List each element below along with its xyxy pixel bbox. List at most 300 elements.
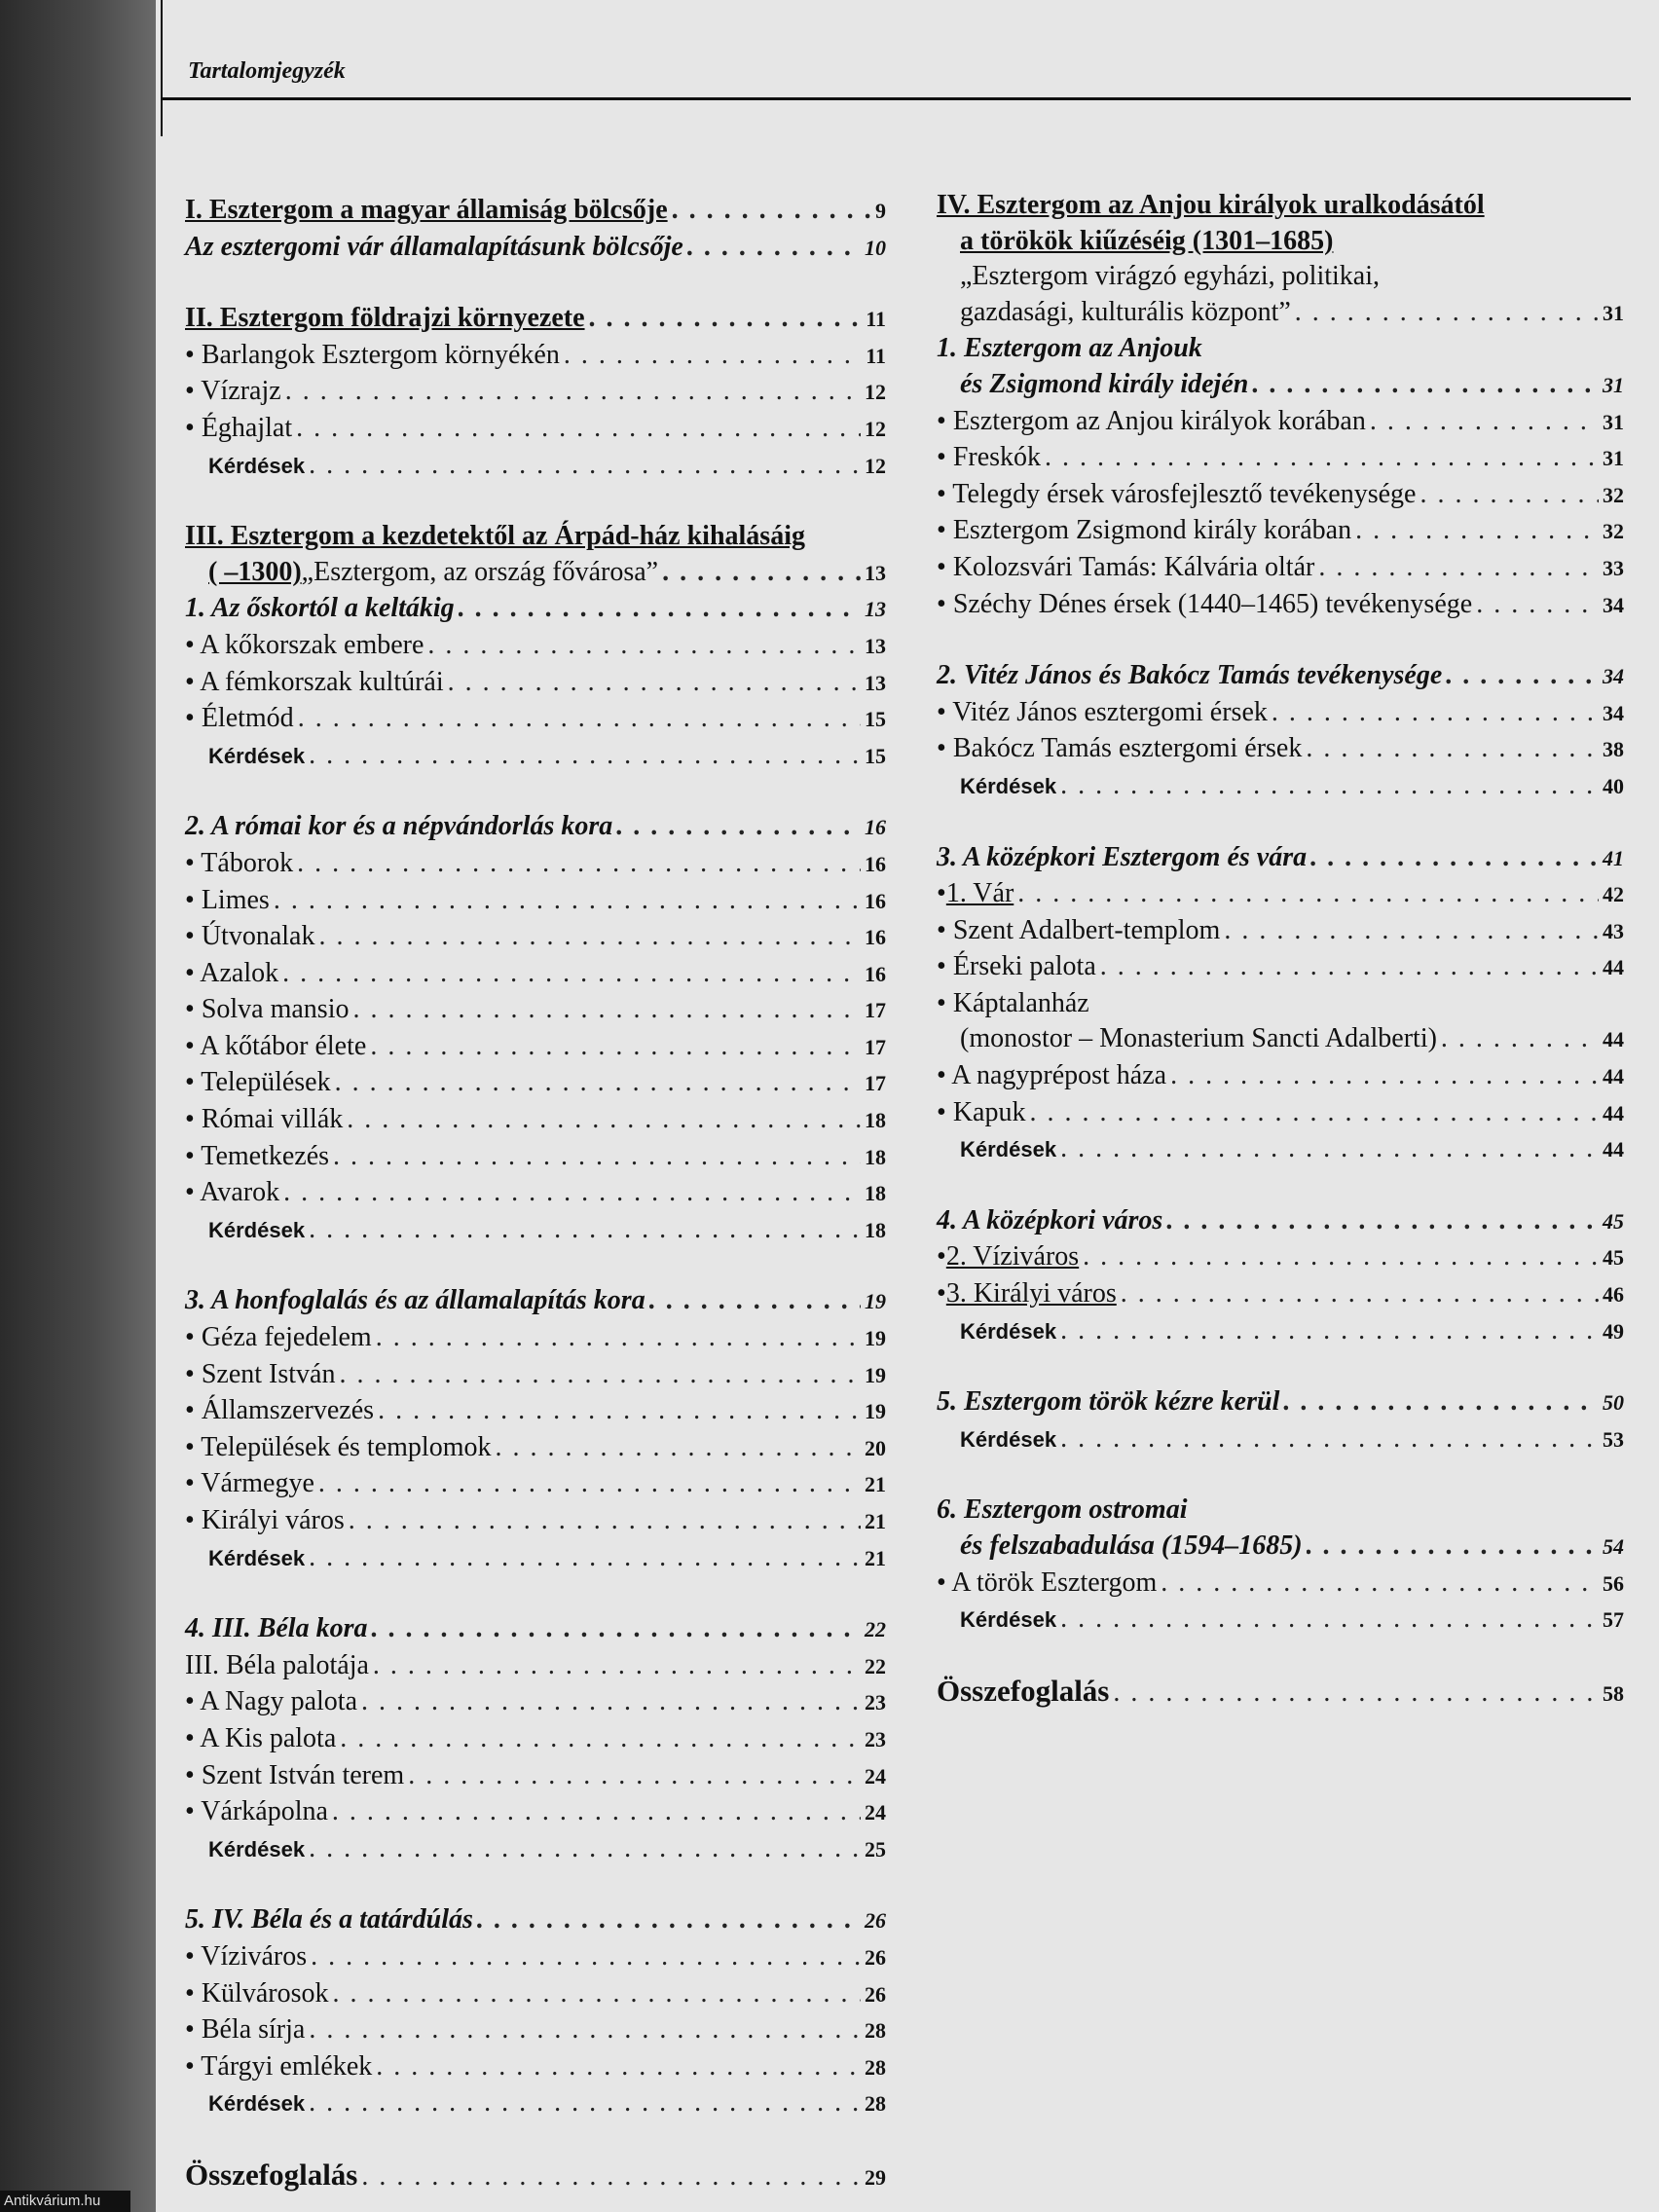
leader-dots (339, 1357, 861, 1393)
page-number: 21 (865, 1472, 886, 1497)
toc-entry (937, 295, 1624, 332)
spacer (937, 805, 1624, 840)
toc-text: Összefoglalás (185, 2157, 358, 2192)
toc-entry (185, 1139, 886, 1176)
toc-entry (937, 1313, 1624, 1350)
toc-text: Kérdések (960, 1426, 1057, 1452)
page-number: 13 (865, 560, 886, 585)
page-number: 28 (865, 2091, 886, 2117)
page-number: 54 (1603, 1534, 1624, 1559)
spacer (185, 774, 886, 809)
toc-entry (185, 1976, 886, 2013)
spacer (185, 2122, 886, 2157)
toc-text: „Esztergom virágzó egyházi, politikai, (960, 261, 1381, 292)
leader-dots (1252, 367, 1599, 403)
toc-text: 4. III. Béla kora (185, 1613, 368, 1644)
toc-text: gazdasági, kulturális központ” (960, 296, 1291, 327)
toc-text: Kérdések (960, 1137, 1057, 1162)
toc-text: • A kőtábor élete (185, 1029, 366, 1065)
toc-text: IV. Esztergom az Anjou királyok uralkodásától (937, 190, 1485, 220)
toc-entry (937, 367, 1624, 404)
toc-entry (185, 1065, 886, 1102)
toc-entry (937, 550, 1624, 587)
bullet: • (937, 1241, 946, 1272)
toc-heading-line (937, 188, 1624, 224)
toc-entry (937, 1566, 1624, 1603)
toc-text: • Kapuk (937, 1095, 1025, 1131)
toc-text: 4. A középkori város (937, 1204, 1163, 1235)
toc-entry (937, 1276, 1624, 1313)
toc-page (156, 0, 1659, 2212)
toc-entry (185, 1430, 886, 1467)
toc-entry (937, 913, 1624, 950)
page-number: 45 (1603, 1245, 1624, 1271)
page-number: 38 (1603, 737, 1624, 762)
toc-entry (185, 1611, 886, 1648)
page-number: 18 (865, 1217, 886, 1242)
page-number: 44 (1603, 955, 1624, 980)
toc-text: Kérdések (208, 1217, 306, 1242)
toc-entry (937, 1239, 1624, 1276)
toc-entry (185, 1648, 886, 1685)
leader-dots (687, 230, 861, 266)
page-number: 50 (1603, 1390, 1624, 1416)
leader-dots (1121, 1276, 1599, 1312)
leader-dots (333, 1139, 861, 1175)
toc-heading-line (937, 331, 1624, 367)
page-number: 45 (1603, 1208, 1624, 1234)
leader-dots (282, 956, 861, 992)
page-number: 28 (865, 2054, 886, 2080)
toc-entry (937, 1602, 1624, 1639)
page-number: 19 (865, 1289, 886, 1314)
page-number: 29 (865, 2164, 886, 2190)
toc-text: Kérdések (208, 743, 306, 768)
toc-text: Kérdések (208, 1545, 306, 1570)
toc-text: 5. Esztergom török kézre kerül (937, 1386, 1280, 1418)
page-number: 40 (1603, 773, 1624, 798)
page-number: 32 (1603, 519, 1624, 544)
toc-entry (185, 883, 886, 920)
leader-dots (332, 1794, 861, 1830)
toc-entry (185, 628, 886, 665)
toc-entry (937, 1421, 1624, 1458)
toc-text: • Barlangok Esztergom környékén (185, 338, 560, 374)
toc-text: 5. IV. Béla és a tatárdúlás (185, 1904, 473, 1936)
toc-heading-line: • Káptalanház (937, 987, 1089, 1018)
leader-dots (1017, 876, 1599, 912)
toc-text: • Temetkezés (185, 1139, 329, 1175)
toc-year-range: ( –1300) (208, 556, 302, 587)
leader-dots (564, 338, 862, 374)
toc-text: • Államszervezés (185, 1393, 374, 1429)
page-number: 49 (1603, 1318, 1624, 1344)
leader-dots (1370, 404, 1599, 440)
toc-text: • Telegdy érsek városfejlesztő tevékenysége (937, 477, 1416, 513)
leader-dots (1307, 1529, 1599, 1565)
toc-text: • Bakócz Tamás esztergomi érsek (937, 731, 1302, 767)
toc-entry (185, 374, 886, 411)
page-number: 44 (1603, 1137, 1624, 1162)
leader-dots (1441, 1021, 1599, 1057)
toc-entry (185, 1540, 886, 1577)
toc-entry (937, 731, 1624, 768)
spacer (937, 1349, 1624, 1384)
leader-dots (361, 2159, 861, 2195)
page-number: 13 (865, 597, 886, 622)
spacer (185, 484, 886, 519)
watermark: Antikvárium.hu (0, 2191, 130, 2212)
toc-entry (937, 1058, 1624, 1095)
spacer (185, 1576, 886, 1611)
toc-text: • A kőkorszak embere (185, 628, 424, 664)
toc-entry (185, 1029, 886, 1066)
toc-entry (185, 1721, 886, 1758)
page-number: 20 (865, 1435, 886, 1460)
bullet: • (937, 1278, 946, 1309)
page-number: 58 (1603, 1680, 1624, 1706)
toc-text: • Limes (185, 883, 270, 919)
leader-dots (1170, 1058, 1599, 1094)
toc-entry (185, 555, 886, 592)
leader-dots (1113, 1676, 1599, 1712)
toc-text: • A nagyprépost háza (937, 1058, 1166, 1094)
spacer (937, 1168, 1624, 1203)
book-spine-shadow (0, 0, 156, 2212)
toc-entry (185, 1902, 886, 1939)
toc-text: 6. Esztergom ostromai (937, 1494, 1188, 1526)
leader-dots (1476, 587, 1599, 623)
toc-entry (937, 1095, 1624, 1132)
leader-dots (309, 738, 861, 774)
toc-text: • Vitéz János esztergomi érsek (937, 695, 1268, 731)
toc-entry (937, 658, 1624, 695)
page-number: 19 (865, 1362, 886, 1387)
page-number: 46 (1603, 1282, 1624, 1308)
toc-text: • Szent István terem (185, 1758, 404, 1794)
leader-dots (1161, 1566, 1599, 1602)
toc-entry (185, 1831, 886, 1868)
page-number: 16 (865, 851, 886, 876)
toc-text: II. Esztergom földrajzi környezete (185, 303, 585, 334)
toc-column-left (185, 193, 886, 2196)
toc-text: • Solva mansio (185, 992, 349, 1028)
leader-dots (1283, 1384, 1599, 1420)
leader-dots (1419, 477, 1599, 513)
toc-text: • Útvonalak (185, 919, 314, 955)
page-number: 26 (865, 1944, 886, 1970)
toc-entry (937, 1203, 1624, 1240)
toc-entry (185, 230, 886, 267)
page-number: 17 (865, 1071, 886, 1096)
leader-dots (1083, 1239, 1599, 1275)
toc-text: Kérdések (208, 2091, 306, 2117)
page-number: 23 (865, 1726, 886, 1751)
spacer (185, 1867, 886, 1902)
page-number: 25 (865, 1836, 886, 1862)
page-number: 19 (865, 1399, 886, 1424)
toc-text: I. Esztergom a magyar államiság bölcsője (185, 195, 668, 225)
toc-text: Kérdések (208, 1836, 306, 1862)
spacer (937, 1639, 1624, 1674)
leader-dots (1224, 913, 1599, 949)
toc-entry (185, 1758, 886, 1795)
leader-dots (298, 701, 861, 737)
toc-text: 3. A középkori Esztergom és vára (937, 841, 1308, 872)
leader-dots (459, 591, 861, 627)
page-number: 44 (1603, 1027, 1624, 1052)
leader-dots (347, 1102, 861, 1138)
leader-dots (662, 555, 861, 591)
page-number: 34 (1603, 592, 1624, 617)
toc-text: Összefoglalás (937, 1673, 1110, 1708)
leader-dots (285, 374, 861, 410)
toc-entry (185, 193, 886, 230)
leader-dots (373, 1648, 861, 1684)
toc-text: és Zsigmond király idején (960, 368, 1249, 399)
toc-text: Káptalanház (952, 987, 1089, 1018)
spacer (185, 1248, 886, 1283)
page-number: 44 (1603, 1100, 1624, 1125)
toc-text: Kérdések (960, 1318, 1057, 1344)
leader-dots (378, 1393, 861, 1429)
page-number: 34 (1603, 664, 1624, 689)
toc-text: • Érseki palota (937, 949, 1096, 985)
toc-text: • Széchy Dénes érsek (1440–1465) tevékenysége (937, 587, 1472, 623)
toc-entry (937, 768, 1624, 805)
page-number: 31 (1603, 409, 1624, 434)
page-number: 26 (865, 1981, 886, 2007)
page-number: 16 (865, 925, 886, 950)
leader-dots (672, 193, 871, 229)
leader-dots (340, 1721, 861, 1757)
toc-entry (937, 1674, 1624, 1713)
spacer (937, 623, 1624, 658)
toc-entry (185, 919, 886, 956)
running-header: Tartalomjegyzék (188, 58, 346, 84)
page-number: 28 (865, 2018, 886, 2044)
page-number: 42 (1603, 882, 1624, 907)
toc-text: 2. A római kor és a népvándorlás kora (185, 811, 613, 842)
leader-dots (1029, 1095, 1599, 1131)
leader-dots (495, 1430, 861, 1466)
toc-heading-line (937, 224, 1624, 260)
toc-entry (937, 1384, 1624, 1421)
toc-heading-line (937, 259, 1624, 295)
leader-dots (1166, 1203, 1599, 1239)
page-number: 18 (865, 1144, 886, 1169)
toc-text: • A Nagy palota (185, 1684, 357, 1720)
page-number: 15 (865, 707, 886, 732)
leader-dots (589, 301, 863, 337)
toc-text: • Freskók (937, 440, 1041, 476)
toc-entry (185, 1794, 886, 1831)
toc-entry (185, 1283, 886, 1320)
leader-dots (1306, 731, 1599, 767)
page-number: 31 (1603, 446, 1624, 471)
page-number: 17 (865, 998, 886, 1023)
leader-dots (1310, 840, 1599, 876)
toc-entry (185, 846, 886, 883)
page-number: 12 (865, 380, 886, 405)
toc-entry (185, 1357, 886, 1394)
page-number: 32 (1603, 482, 1624, 507)
leader-dots (1060, 768, 1599, 804)
leader-dots (309, 1540, 861, 1576)
toc-text: • Vízrajz (185, 374, 281, 410)
page-number: 11 (866, 307, 886, 332)
toc-entry (185, 1684, 886, 1721)
page-number: 13 (865, 633, 886, 658)
leader-dots (1100, 949, 1599, 985)
leader-dots (376, 1320, 861, 1356)
leader-dots (296, 411, 861, 447)
leader-dots (408, 1758, 861, 1794)
page-number: 13 (865, 670, 886, 695)
toc-entry (185, 701, 886, 738)
toc-text: • A Kis palota (185, 1721, 336, 1757)
toc-text: • Szent Adalbert-templom (937, 913, 1220, 949)
leader-dots (1045, 440, 1599, 476)
leader-dots (309, 2012, 861, 2048)
toc-entry (185, 1939, 886, 1976)
toc-text: • Római villák (185, 1102, 343, 1138)
leader-dots (274, 883, 861, 919)
page-number: 15 (865, 743, 886, 768)
page-number: 24 (865, 1763, 886, 1788)
toc-entry (937, 513, 1624, 550)
leader-dots (283, 1175, 861, 1211)
page-number: 16 (865, 961, 886, 986)
page-number: 34 (1603, 700, 1624, 725)
leader-dots (1318, 550, 1599, 586)
leader-dots (349, 1503, 861, 1539)
toc-text: • Avarok (185, 1175, 279, 1211)
toc-text: 3. Királyi város (945, 1278, 1117, 1309)
header-vertical-rule (161, 0, 163, 136)
toc-text: • Életmód (185, 701, 294, 737)
leader-dots (352, 992, 861, 1028)
toc-text: • Tárgyi emlékek (185, 2049, 372, 2085)
toc-entry (937, 477, 1624, 514)
toc-text: Kérdések (208, 453, 306, 478)
toc-text: „Esztergom, az ország fővárosa” (301, 556, 659, 587)
toc-text: • Géza fejedelem (185, 1320, 372, 1356)
toc-entry (185, 448, 886, 485)
toc-entry (185, 2157, 886, 2196)
page-number: 41 (1603, 845, 1624, 870)
leader-dots (1295, 295, 1599, 331)
toc-entry (937, 404, 1624, 441)
toc-entry (185, 301, 886, 338)
header-rule (161, 97, 1631, 100)
page-number: 44 (1603, 1064, 1624, 1089)
toc-text: • A fémkorszak kultúrái (185, 665, 444, 701)
page-number: 56 (1603, 1570, 1624, 1596)
toc-entry (185, 2012, 886, 2049)
toc-text: • Királyi város (185, 1503, 345, 1539)
leader-dots (309, 1831, 861, 1867)
toc-entry (937, 876, 1624, 913)
leader-dots (448, 665, 861, 701)
leader-dots (1060, 1313, 1599, 1349)
toc-entry (185, 1503, 886, 1540)
leader-dots (318, 1466, 861, 1502)
page-number: 12 (865, 416, 886, 441)
toc-text: • Béla sírja (185, 2012, 305, 2048)
toc-text: • Kolozsvári Tamás: Kálvária oltár (937, 550, 1314, 586)
toc-entry (937, 587, 1624, 624)
toc-entry (937, 440, 1624, 477)
toc-text: • Települések és templomok (185, 1430, 491, 1466)
toc-entry (185, 665, 886, 702)
page-number: 18 (865, 1108, 886, 1133)
toc-text: • Szent István (185, 1357, 335, 1393)
toc-text: a törökök kiűzéséig (1301–1685) (960, 225, 1334, 256)
leader-dots (1446, 658, 1599, 694)
toc-text: 2. Víziváros (945, 1241, 1080, 1272)
toc-text: Kérdések (960, 773, 1057, 798)
toc-entry (185, 1393, 886, 1430)
toc-entry (937, 949, 1624, 986)
toc-entry (185, 338, 886, 375)
leader-dots (318, 919, 861, 955)
toc-entry (937, 1131, 1624, 1168)
page-number: 16 (865, 888, 886, 913)
leader-dots (309, 448, 861, 484)
page-number: 31 (1603, 372, 1624, 397)
toc-text: • Azalok (185, 956, 278, 992)
leader-dots (371, 1611, 861, 1647)
toc-entry (185, 1212, 886, 1249)
leader-dots (370, 1029, 861, 1065)
toc-text: 1. Esztergom az Anjouk (937, 333, 1202, 364)
toc-text: Kérdések (960, 1607, 1057, 1633)
toc-text: III. Béla palotája (185, 1649, 369, 1680)
toc-text: • Esztergom Zsigmond király korában (937, 513, 1351, 549)
leader-dots (1060, 1421, 1599, 1457)
page-number: 22 (865, 1617, 886, 1642)
leader-dots (297, 846, 861, 882)
leader-dots (309, 2085, 861, 2121)
toc-text: • Táborok (185, 846, 293, 882)
page-number: 22 (865, 1653, 886, 1678)
toc-text: • Éghajlat (185, 411, 292, 447)
page-number: 17 (865, 1034, 886, 1059)
leader-dots (1355, 513, 1599, 549)
toc-text: • Külvárosok (185, 1976, 328, 2012)
toc-text: Az esztergomi vár államalapításunk bölcsője (185, 231, 683, 262)
page-number: 43 (1603, 918, 1624, 943)
leader-dots (361, 1684, 861, 1720)
toc-entry (185, 1102, 886, 1139)
toc-entry (185, 738, 886, 775)
leader-dots (477, 1902, 861, 1938)
page-number: 9 (875, 199, 886, 223)
toc-text: (monostor – Monasterium Sancti Adalberti) (960, 1023, 1437, 1054)
toc-entry (185, 992, 886, 1029)
page-number: 16 (865, 815, 886, 840)
toc-text: 3. A honfoglalás és az államalapítás kora (185, 1285, 645, 1316)
toc-text: és felszabadulása (1594–1685) (960, 1530, 1303, 1561)
page-number: 31 (1603, 300, 1624, 325)
toc-entry (185, 591, 886, 628)
toc-text: • Vármegye (185, 1466, 314, 1502)
toc-entry (185, 2049, 886, 2086)
toc-column-right (937, 188, 1624, 1712)
spacer (937, 1457, 1624, 1493)
toc-entry (185, 956, 886, 993)
